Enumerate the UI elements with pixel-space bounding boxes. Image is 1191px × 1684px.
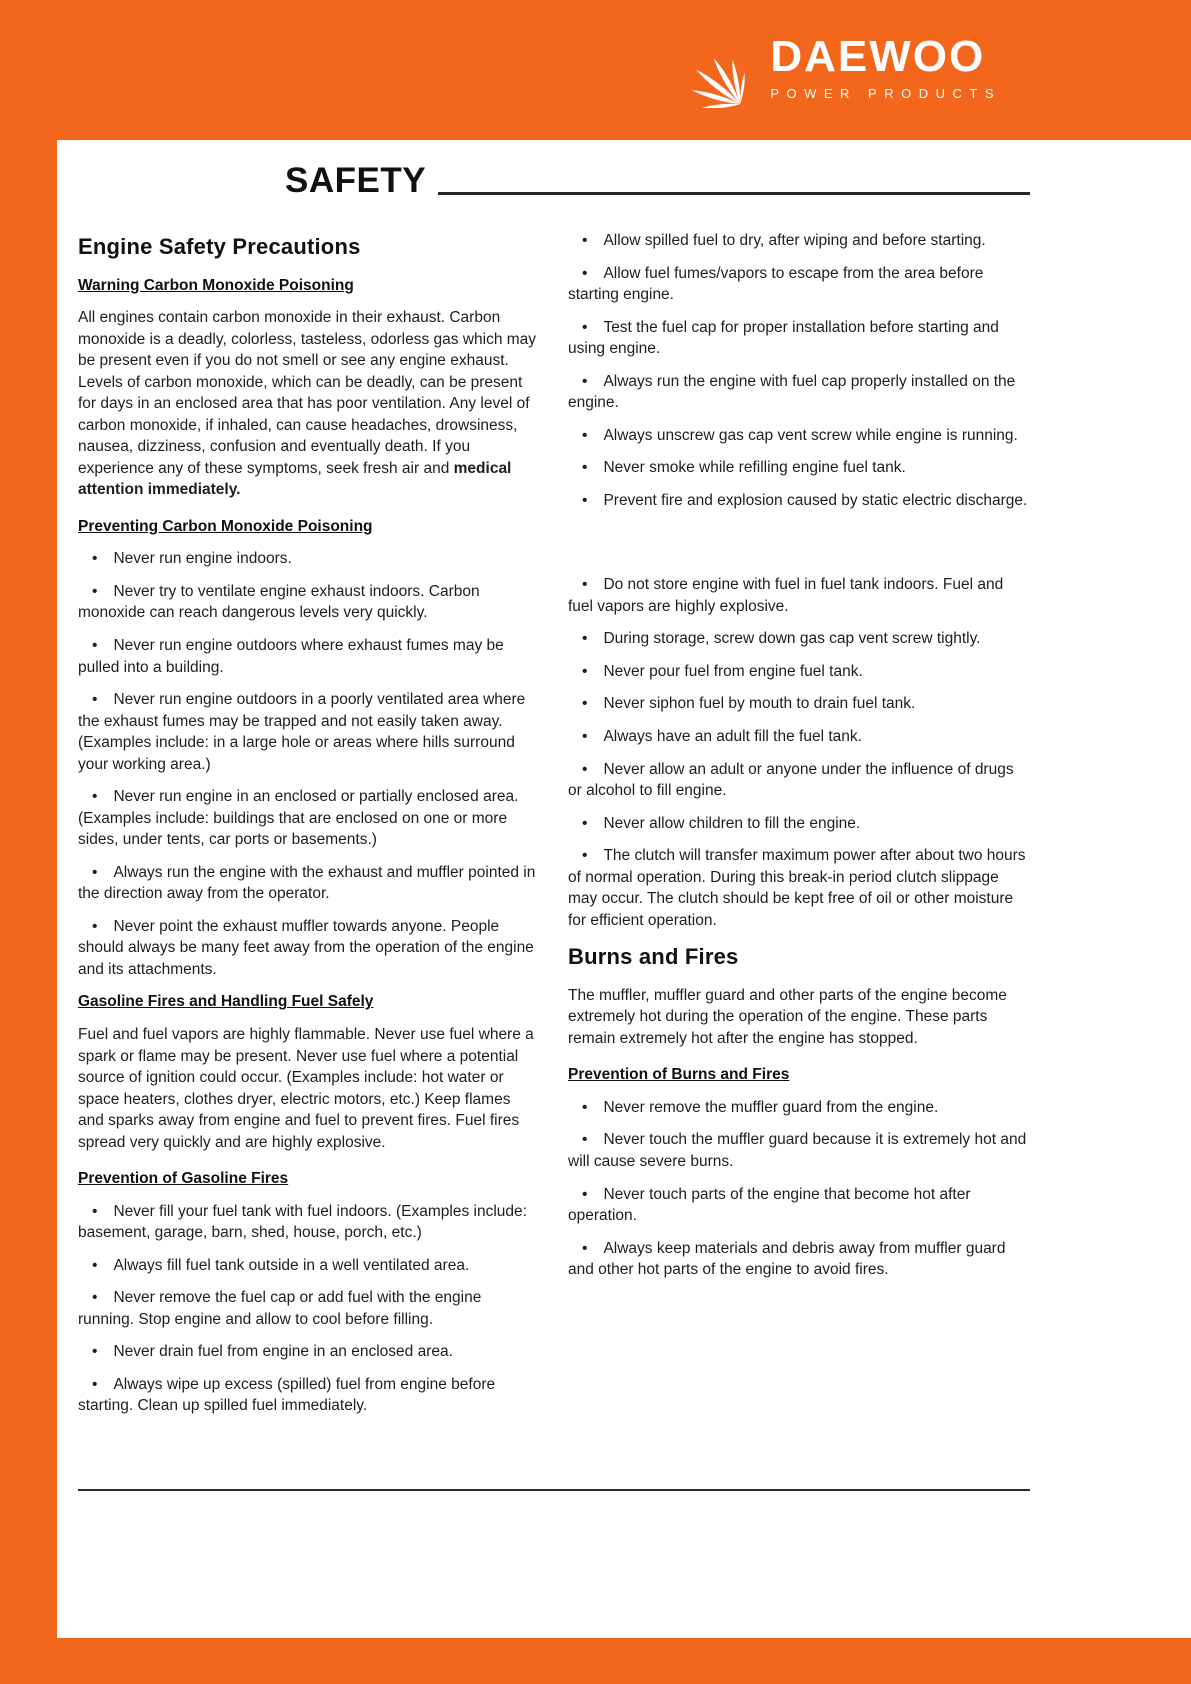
bullet-text: Never siphon fuel by mouth to drain fuel tank. bbox=[603, 695, 916, 713]
brand-logo bbox=[668, 28, 1001, 108]
bullet-item bbox=[568, 1238, 1030, 1281]
bullet-text: During storage, screw down gas cap vent screw tightly. bbox=[603, 630, 981, 648]
paragraph bbox=[78, 307, 540, 501]
bullet-dot: • bbox=[582, 760, 588, 778]
bullet-dot: • bbox=[582, 232, 588, 249]
bullet-item bbox=[568, 230, 1030, 252]
bullet-item bbox=[78, 862, 540, 905]
page-title: SAFETY bbox=[285, 161, 427, 200]
bullet-text: Never pour fuel from engine fuel tank. bbox=[603, 662, 863, 680]
bullet-item bbox=[568, 425, 1030, 447]
bullet-text: Never point the exhaust muffler towards anyone. People should always be many feet away from the operation of the engine and its attachments. bbox=[78, 917, 534, 978]
bullet-item bbox=[568, 759, 1030, 802]
left-accent-bar bbox=[0, 139, 57, 1684]
bullet-item bbox=[78, 1374, 540, 1417]
bullet-item bbox=[568, 628, 1030, 650]
bullet-list bbox=[568, 574, 1030, 931]
bullet-dot: • bbox=[92, 788, 98, 806]
bullet-text: Never run engine outdoors in a poorly ventilated area where the exhaust fumes may be trapped and not easily taken away. (Examples include: in a large hole or areas where hills surround your working area.) bbox=[78, 691, 526, 773]
bullet-item bbox=[568, 1097, 1030, 1119]
bullet-dot: • bbox=[582, 1185, 588, 1203]
page-title-row bbox=[285, 163, 1030, 200]
bullet-text: Never try to ventilate engine exhaust indoors. Carbon monoxide can reach dangerous levels very quickly. bbox=[78, 582, 480, 622]
bullet-dot: • bbox=[92, 863, 98, 881]
brand-tagline: POWER PRODUCTS bbox=[770, 86, 1001, 101]
bullet-item bbox=[78, 548, 540, 570]
bullet-text: Never run engine in an enclosed or partially enclosed area. (Examples include: buildings that are enclosed on one or more sides, under tents, car ports or basements.) bbox=[78, 788, 519, 849]
bullet-text: Prevent fire and explosion caused by static electric discharge. bbox=[603, 491, 1028, 509]
paragraph bbox=[78, 1024, 540, 1153]
bullet-text: Test the fuel cap for proper installation before starting and using engine. bbox=[568, 318, 999, 358]
daewoo-fan-icon bbox=[668, 28, 754, 108]
bullet-dot: • bbox=[92, 1202, 98, 1220]
spacer bbox=[568, 522, 1030, 574]
bullet-dot: • bbox=[92, 691, 98, 709]
bullet-text: Never touch parts of the engine that become hot after operation. bbox=[568, 1185, 971, 1225]
bullet-text: Always wipe up excess (spilled) fuel from engine before starting. Clean up spilled fuel immediately. bbox=[78, 1375, 496, 1415]
bullet-dot: • bbox=[92, 917, 98, 935]
bullet-text: Never fill your fuel tank with fuel indoors. (Examples include: basement, garage, barn, shed, house, porch, etc.) bbox=[78, 1202, 527, 1242]
bullet-item bbox=[568, 813, 1030, 835]
sub-heading: Prevention of Burns and Fires bbox=[568, 1066, 790, 1084]
bullet-text: Always unscrew gas cap vent screw while engine is running. bbox=[603, 426, 1018, 444]
bullet-dot: • bbox=[582, 1239, 588, 1257]
section-heading: Engine Safety Precautions bbox=[78, 234, 361, 259]
bullet-text: Never remove the fuel cap or add fuel with the engine running. Stop engine and allow to cool before filling. bbox=[78, 1289, 482, 1328]
bullet-item bbox=[78, 581, 540, 624]
bullet-item bbox=[568, 574, 1030, 617]
bullet-item bbox=[568, 845, 1030, 931]
bullet-text: Do not store engine with fuel in fuel tank indoors. Fuel and fuel vapors are highly explosive. bbox=[568, 576, 1004, 615]
bullet-item bbox=[78, 1201, 540, 1244]
bullet-dot: • bbox=[582, 662, 588, 680]
bullet-text: Never allow children to fill the engine. bbox=[603, 814, 861, 832]
title-rule bbox=[438, 192, 1030, 195]
bullet-item bbox=[568, 457, 1030, 479]
right-column bbox=[568, 230, 1030, 1428]
bullet-item bbox=[78, 635, 540, 678]
bullet-text: Always have an adult fill the fuel tank. bbox=[603, 727, 862, 745]
sub-heading: Preventing Carbon Monoxide Poisoning bbox=[78, 517, 373, 535]
header-bar bbox=[0, 0, 1191, 140]
footer-bar bbox=[0, 1638, 1191, 1684]
bullet-dot: • bbox=[92, 1375, 98, 1393]
bullet-text: Allow fuel fumes/vapors to escape from the area before starting engine. bbox=[568, 264, 984, 304]
bullet-item bbox=[78, 1287, 540, 1330]
bullet-text: Never allow an adult or anyone under the influence of drugs or alcohol to fill engine. bbox=[568, 760, 1014, 800]
bullet-dot: • bbox=[582, 814, 588, 832]
bullet-dot: • bbox=[92, 1256, 98, 1274]
bullet-dot: • bbox=[582, 491, 588, 509]
bullet-item bbox=[568, 490, 1030, 512]
left-column bbox=[78, 230, 540, 1428]
bullet-dot: • bbox=[582, 372, 588, 390]
bullet-item bbox=[568, 661, 1030, 683]
bullet-item bbox=[568, 1129, 1030, 1172]
brand-name: DAEWOO bbox=[770, 32, 986, 81]
bullet-list bbox=[78, 548, 540, 980]
bullet-dot: • bbox=[92, 1289, 98, 1307]
bullet-text: Never drain fuel from engine in an enclosed area. bbox=[113, 1343, 453, 1361]
bullet-text: Always keep materials and debris away from muffler guard and other hot parts of the engine to avoid fires. bbox=[568, 1239, 1006, 1279]
bullet-item bbox=[78, 916, 540, 981]
bullet-dot: • bbox=[582, 576, 588, 594]
bullet-text: Never touch the muffler guard because it is extremely hot and will cause severe burns. bbox=[568, 1131, 1027, 1170]
bullet-dot: • bbox=[92, 582, 98, 600]
bottom-rule bbox=[78, 1489, 1030, 1491]
bullet-item bbox=[78, 786, 540, 851]
paragraph-run: The muffler, muffler guard and other parts of the engine become extremely hot during the operation of the engine. These parts remain extremely hot after the engine has stopped. bbox=[568, 986, 1007, 1047]
bullet-text: Never smoke while refilling engine fuel tank. bbox=[603, 459, 906, 477]
bullet-list bbox=[568, 1097, 1030, 1281]
bullet-item bbox=[568, 317, 1030, 360]
bullet-dot: • bbox=[582, 426, 588, 444]
bullet-item bbox=[568, 693, 1030, 715]
bullet-item bbox=[568, 263, 1030, 306]
bullet-list bbox=[78, 1201, 540, 1417]
paragraph-run: Fuel and fuel vapors are highly flammable. Never use fuel where a spark or flame may be present. Never use fuel where a potential source of ignition could occur. (Examples include: hot water or space heaters, clothes dryer, electric motors, etc.) Keep flames and sparks away from engine and fuel to prevent fires. Fuel fires spread very quickly and are highly explosive. bbox=[78, 1025, 534, 1151]
bullet-item bbox=[568, 726, 1030, 748]
bullet-dot: • bbox=[582, 727, 588, 745]
bullet-dot: • bbox=[582, 459, 588, 477]
brand-text-block bbox=[770, 32, 1001, 101]
bullet-dot: • bbox=[92, 550, 98, 568]
bullet-text: Never run engine indoors. bbox=[113, 550, 292, 568]
bullet-item bbox=[78, 689, 540, 775]
bullet-item bbox=[568, 1184, 1030, 1227]
paragraph-bold-run: medical attention immediately. bbox=[78, 459, 512, 499]
bullet-text: Allow spilled fuel to dry, after wiping and before starting. bbox=[603, 232, 986, 249]
sub-heading: Prevention of Gasoline Fires bbox=[78, 1170, 289, 1188]
bullet-dot: • bbox=[582, 264, 588, 282]
content-area bbox=[78, 230, 1030, 1428]
bullet-list bbox=[568, 230, 1030, 511]
bullet-dot: • bbox=[582, 695, 588, 713]
bullet-text: Always run the engine with fuel cap properly installed on the engine. bbox=[568, 372, 1016, 412]
bullet-dot: • bbox=[582, 318, 588, 336]
bullet-text: Always run the engine with the exhaust and muffler pointed in the direction away from the operator. bbox=[78, 863, 536, 903]
section-heading: Burns and Fires bbox=[568, 944, 739, 970]
paragraph bbox=[568, 985, 1030, 1050]
bullet-dot: • bbox=[582, 1098, 588, 1116]
bullet-text: Always fill fuel tank outside in a well ventilated area. bbox=[113, 1256, 470, 1274]
bullet-item bbox=[78, 1341, 540, 1363]
bullet-item bbox=[78, 1255, 540, 1277]
bullet-dot: • bbox=[92, 637, 98, 655]
sub-heading: Warning Carbon Monoxide Poisoning bbox=[78, 276, 354, 294]
bullet-dot: • bbox=[92, 1343, 98, 1361]
sub-heading: Gasoline Fires and Handling Fuel Safely bbox=[78, 993, 374, 1011]
bullet-dot: • bbox=[582, 847, 588, 865]
bullet-dot: • bbox=[582, 1131, 588, 1149]
paragraph-run: All engines contain carbon monoxide in their exhaust. Carbon monoxide is a deadly, colorless, tasteless, odorless gas which may be present even if you do not smell or see any engine exhaust. Levels of carbon monoxide, which can be deadly, can be present for days in an enclosed area that has poor ventilation. Any level of carbon monoxide, if inhaled, can cause headaches, drowsiness, nausea, dizziness, confusion and eventually death. If you experience any of these symptoms, seek fresh air and bbox=[78, 309, 537, 477]
bullet-text: Never run engine outdoors where exhaust fumes may be pulled into a building. bbox=[78, 637, 504, 676]
bullet-text: The clutch will transfer maximum power after about two hours of normal operation. During this break-in period clutch slippage may occur. The clutch should be kept free of oil or other moisture for efficient operation. bbox=[568, 847, 1026, 929]
bullet-text: Never remove the muffler guard from the engine. bbox=[603, 1098, 939, 1116]
bullet-item bbox=[568, 371, 1030, 414]
bullet-dot: • bbox=[582, 630, 588, 648]
